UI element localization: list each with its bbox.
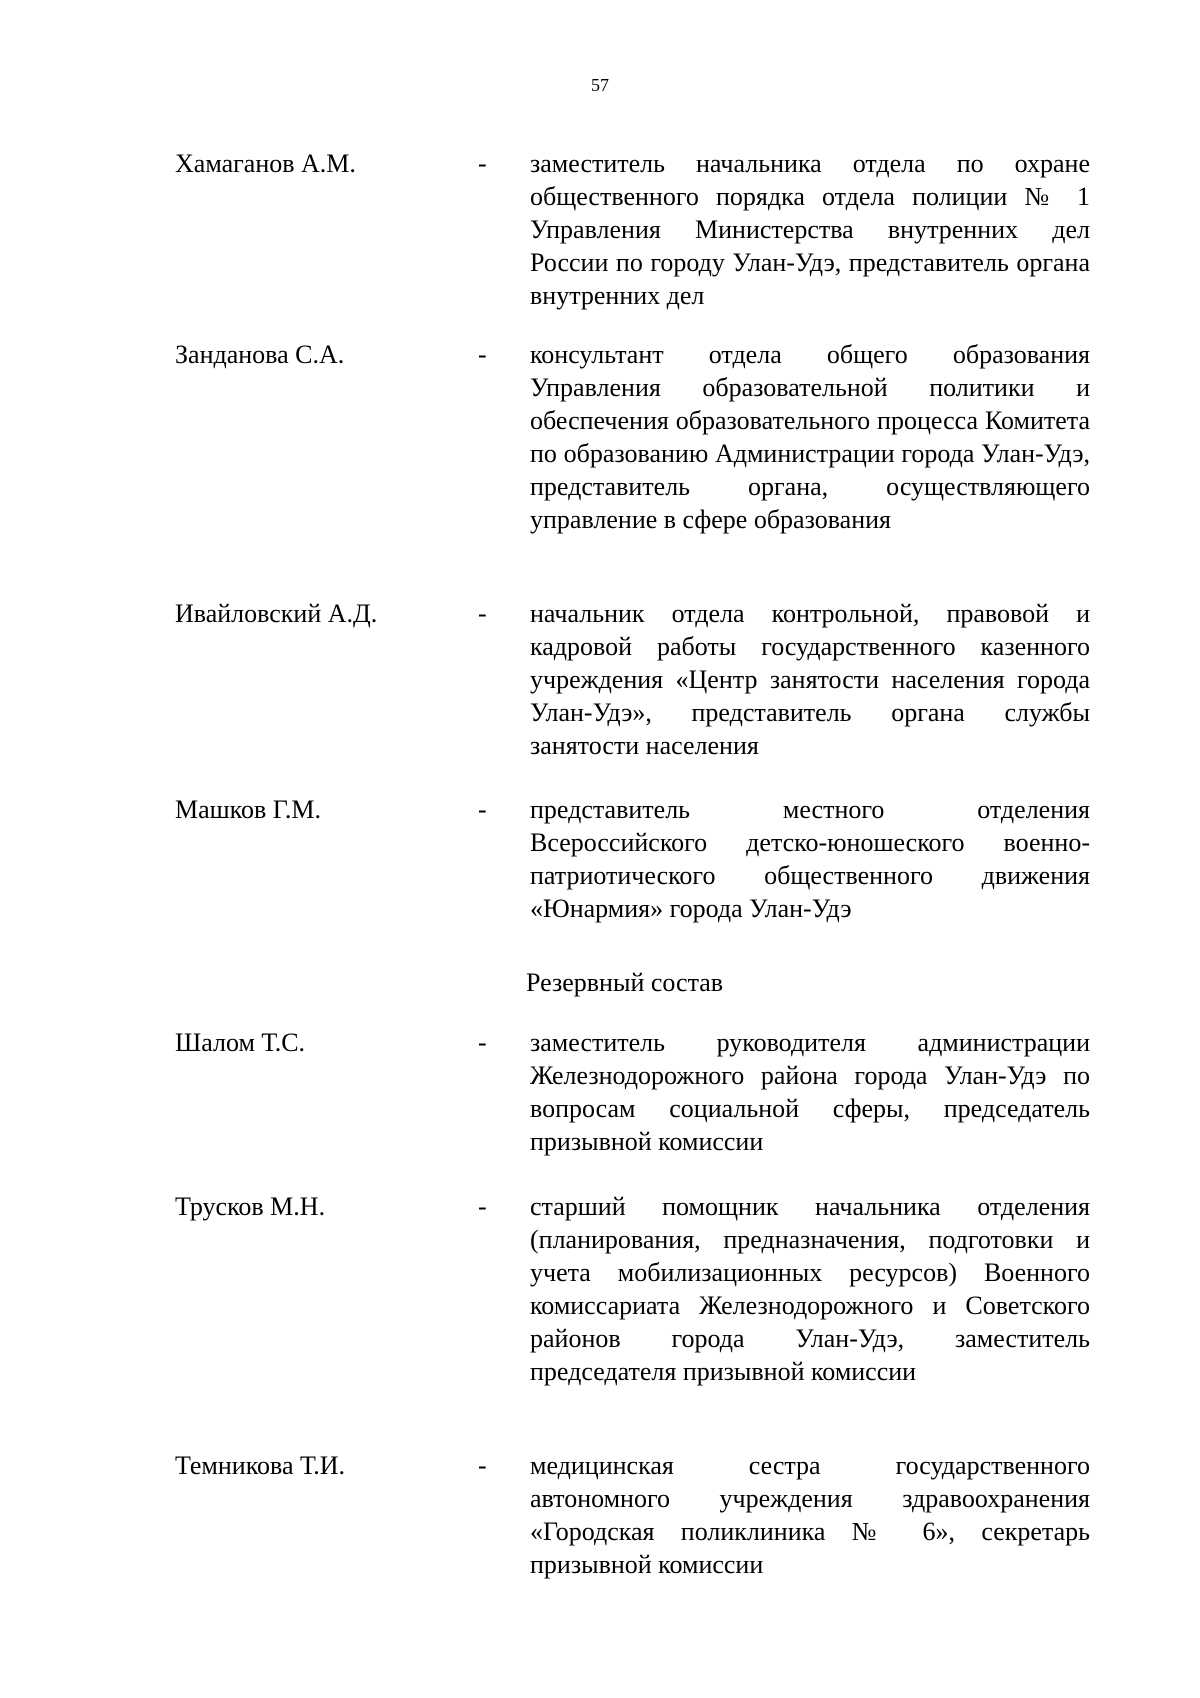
- member-name: Ивайловский А.Д.: [175, 599, 378, 628]
- reserve-heading: Резервный состав: [526, 968, 724, 997]
- member-description: консультант отдела общего образования Управления образовательной политики и обеспечения образовательного процесса Комитета по образованию Администрации города Улан-Удэ, представитель органа, осуществляющего управление в сфере образования: [530, 340, 1090, 534]
- member-description: начальник отдела контрольной, правовой и кадровой работы государственного казенного учреждения «Центр занятости населения города Улан-Удэ», представитель органа службы занятости населения: [530, 599, 1090, 760]
- reserve-member-dash: -: [478, 1028, 487, 1057]
- member-name: Хамаганов А.М.: [175, 149, 356, 178]
- member-name: Занданова С.А.: [175, 340, 345, 369]
- page-number: 57: [591, 75, 609, 95]
- reserve-member-dash: -: [478, 1192, 487, 1221]
- reserve-member-dash: -: [478, 1451, 487, 1480]
- member-dash: -: [478, 599, 487, 628]
- reserve-member-description: медицинская сестра государственного автономного учреждения здравоохранения «Городская поликлиника № 6», секретарь призывной комиссии: [530, 1451, 1090, 1579]
- reserve-member-name: Шалом Т.С.: [175, 1028, 306, 1057]
- reserve-member-name: Трусков М.Н.: [175, 1192, 326, 1221]
- member-dash: -: [478, 149, 487, 178]
- reserve-member-name: Темникова Т.И.: [175, 1451, 346, 1480]
- member-name: Машков Г.М.: [175, 795, 321, 824]
- member-dash: -: [478, 795, 487, 824]
- reserve-member-description: заместитель руководителя администрации Железнодорожного района города Улан-Удэ по вопросам социальной сферы, председатель призывной комиссии: [530, 1028, 1090, 1156]
- reserve-member-description: старший помощник начальника отделения (планирования, предназначения, подготовки и учета мобилизационных ресурсов) Военного комиссариата Железнодорожного и Советского районов города Улан-Удэ, заместитель председателя призывной комиссии: [530, 1192, 1090, 1386]
- member-description: заместитель начальника отдела по охране общественного порядка отдела полиции № 1 Управления Министерства внутренних дел России по городу Улан-Удэ, представитель органа внутренних дел: [530, 149, 1090, 310]
- member-dash: -: [478, 340, 487, 369]
- member-description: представитель местного отделения Всероссийского детско-юношеского военно-патриотического общественного движения «Юнармия» города Улан-Удэ: [530, 795, 1090, 923]
